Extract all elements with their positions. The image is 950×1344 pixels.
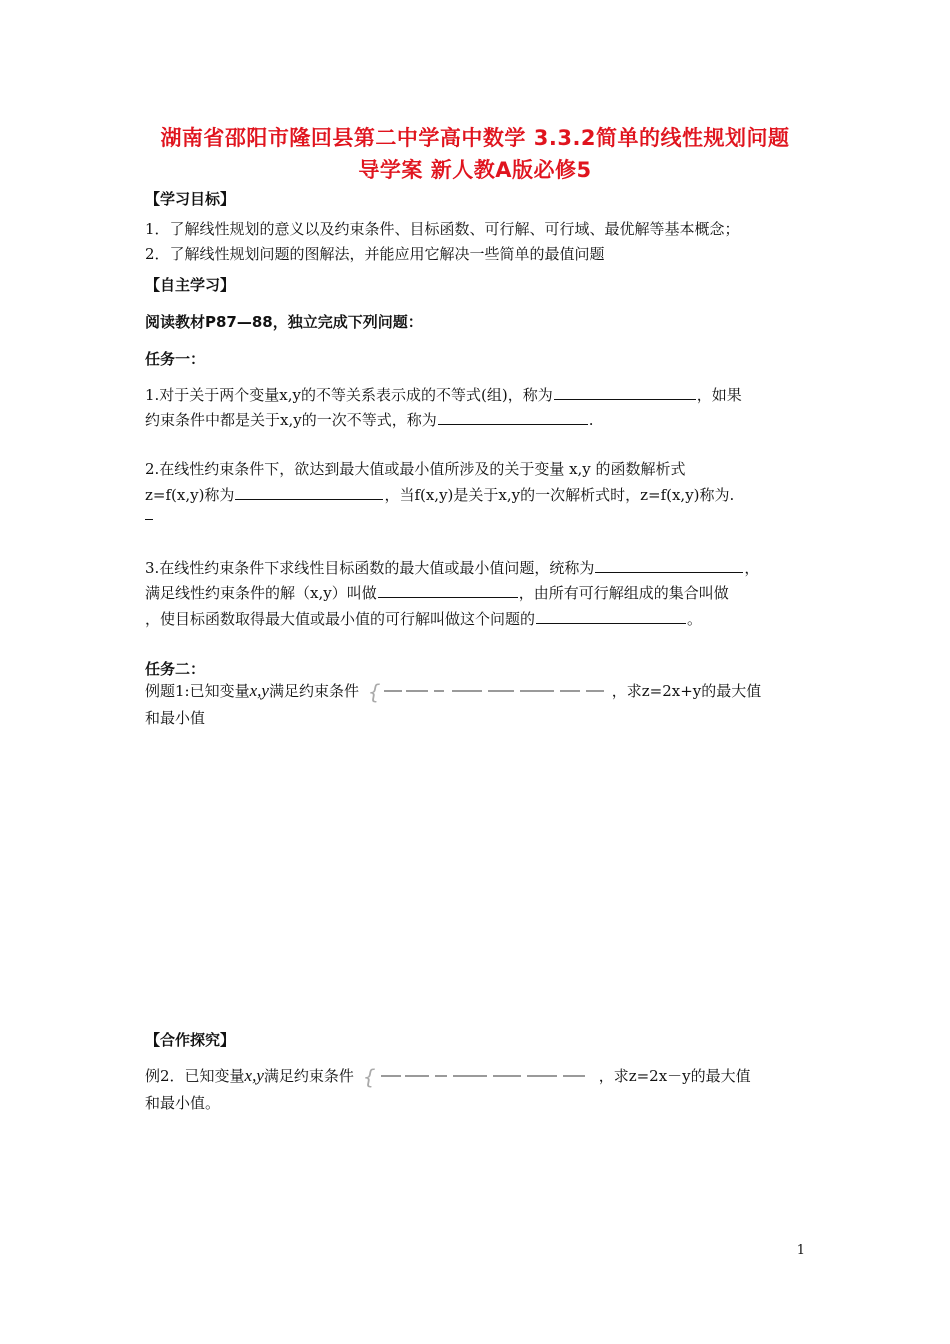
question-3-line3: [145, 608, 702, 629]
q1-blank-2[interactable]: [438, 409, 588, 425]
q2-blank-1[interactable]: [235, 484, 383, 500]
question-3-line1: [145, 557, 759, 578]
reading-instruction: 阅读教材P87—88，独立完成下列问题：: [145, 313, 423, 331]
doc-title-line1: 湖南省邵阳市隆回县第二中学高中数学 3.3.2简单的线性规划问题: [160, 126, 790, 150]
q1-text-c: 约束条件中都是关于x,y的一次不等式，称为: [145, 411, 437, 429]
goal-item-2: 2．了解线性规划问题的图解法，并能应用它解决一些简单的最值问题: [145, 245, 605, 263]
question-2-line2: [145, 484, 734, 505]
doc-title-line2: 导学案 新人教A版必修5: [358, 158, 592, 182]
q1-blank-1[interactable]: [554, 384, 696, 400]
example-2-line1: [145, 1065, 751, 1089]
heading-cooperative: 【合作探究】: [145, 1031, 236, 1049]
ex2-text-a: 例2．已知变量: [145, 1067, 245, 1085]
q1-text-b: ，如果: [696, 386, 742, 404]
heading-goals: 【学习目标】: [145, 190, 236, 208]
ex2-constraint-image: [362, 1065, 595, 1089]
ex2-text-b: 满足约束条件: [263, 1067, 354, 1085]
q2-blank-2[interactable]: [145, 519, 153, 520]
example-2-line2: 和最小值。: [145, 1094, 221, 1112]
q3-text-a: 3.在线性约束条件下求线性目标函数的最大值或最小值问题，统称为: [145, 559, 595, 577]
ex1-constraint-image: [367, 680, 608, 704]
q1-text-a: 1.对于关于两个变量x,y的不等关系表示成的不等式(组)，称为: [145, 386, 553, 404]
task2-label: 任务二：: [145, 660, 206, 678]
question-1-line1: [145, 384, 742, 405]
q3-text-c: 满足线性约束条件的解（x,y）叫做: [145, 584, 377, 602]
q2-text-b: z=f(x,y)称为: [145, 486, 235, 504]
goal-item-1: 1．了解线性规划的意义以及约束条件、目标函数、可行解、可行域、最优解等基本概念；: [145, 220, 740, 238]
q1-text-d: .: [588, 411, 594, 429]
q3-blank-2[interactable]: [378, 582, 518, 598]
example-1-line2: 和最小值: [145, 709, 206, 727]
q3-text-b: ，: [744, 559, 760, 577]
ex1-text-a: 例题1:已知变量: [145, 682, 250, 700]
q3-text-f: 。: [687, 610, 703, 628]
ex1-text-b: 满足约束条件: [268, 682, 359, 700]
ex2-vars: x,y: [244, 1066, 264, 1085]
question-2-line1: 2.在线性约束条件下，欲达到最大值或最小值所涉及的关于变量 x,y 的函数解析式: [145, 460, 686, 478]
brace-icon: {: [367, 680, 381, 704]
example-1-line1: [145, 680, 762, 704]
ex2-text-c: ，求z=2x－y的最大值: [598, 1067, 751, 1085]
ex1-vars: x,y: [249, 681, 269, 700]
brace-icon: {: [362, 1065, 376, 1089]
q3-blank-1[interactable]: [595, 557, 743, 573]
question-3-line2: [145, 582, 729, 603]
q2-text-c: ，当f(x,y)是关于x,y的一次解析式时，z=f(x,y)称为: [384, 486, 730, 504]
q2-text-d: .: [729, 486, 735, 504]
question-1-line2: [145, 409, 594, 430]
ex1-text-c: ，求z=2x+y的最大值: [611, 682, 762, 700]
q3-blank-3[interactable]: [536, 608, 686, 624]
q3-text-d: ，由所有可行解组成的集合叫做: [518, 584, 729, 602]
task1-label: 任务一：: [145, 350, 206, 368]
heading-self-study: 【自主学习】: [145, 276, 236, 294]
q3-text-e: ，使目标函数取得最大值或最小值的可行解叫做这个问题的: [145, 610, 536, 628]
page-number: 1: [796, 1243, 805, 1258]
